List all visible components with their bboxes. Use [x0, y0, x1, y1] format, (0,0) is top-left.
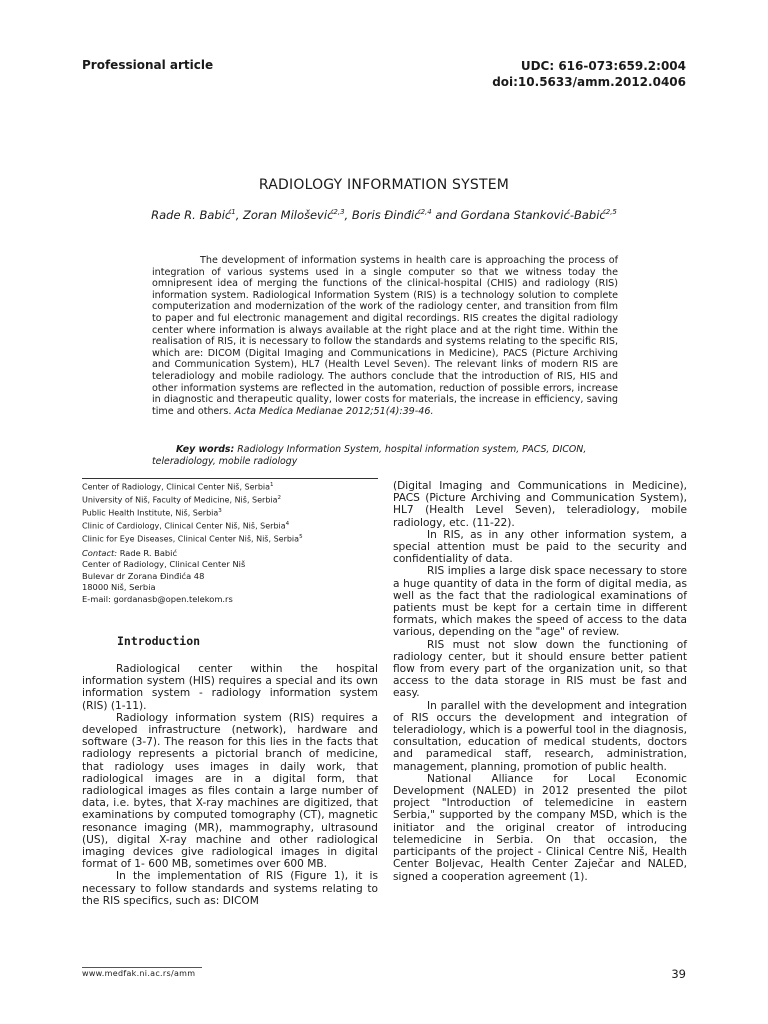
affiliation-mark: 2 [277, 495, 282, 502]
affiliation-text: Center of Radiology, Clinical Center Niš, Serbia [82, 482, 271, 492]
abstract-citation: Acta Medica Medianae 2012;51(4):39-46. [234, 405, 434, 417]
author-affiliation-mark: 2,4 [420, 208, 432, 217]
contact-line: Bulevar dr Zorana Đinđića 48 [82, 570, 205, 581]
udc-code: UDC: 616-073:659.2:004 [520, 59, 686, 73]
body-paragraph: Radiology information system (RIS) requires a developed infrastructure (network), hardware and software (3-7). The reason for this lies in the facts that radiology represents a pictorial branch of medicine, that radiology uses images in daily work, that radiological images are in a digital form, that radiological images as files contain a large number of data, i.e. bytes, that X-ray machines are digitized, that examinations by computed tomography (CT), magnetic resonance imaging (MR), mammography, ultrasound (US), digital X-ray machine and other radiological imaging devices give radiological images in digital format of 1- 600 MB, sometimes over 600 MB. [82, 711, 378, 871]
contact-email: E-mail: gordanasb@open.telekom.rs [82, 593, 233, 604]
body-paragraph: RIS implies a large disk space necessary to store a huge quantity of data in the form of digital media, as well as the fact that the radiological examinations of patients must be kept for a certain time in different formats, which makes the speed of access to the data various, depending on the "age" of review. [393, 565, 687, 639]
affiliation-mark: 3 [218, 508, 222, 515]
affiliation-mark: 1 [270, 482, 274, 488]
contact-block [82, 548, 382, 605]
left-column-text [82, 663, 378, 907]
abstract-body: The development of information systems in health care is approaching the process of integration of various systems used in a single computer so that we witness today the omnipresent idea of merging the functions of the clinical-hospital (CHIS) and radiology (RIS) information system. Radiological Information System (RIS) is a technology solution to complete computerization and modernization of the work of the radiology center, and transition from film to paper and ful electronic management and digital recordings. RIS creates the digital radiology center where information is always available at the right place and at the right time. Within the realisation of RIS, it is necessary to follow the standards and systems relating to the specific RIS, which are: DICOM (Digital Imaging and Communications in Medicine), PACS (Picture Archiving and Communication System), HL7 (Health Level Seven). The relevant links of modern RIS are teleradiology and mobile radiology. The authors conclude that the introduction of RIS, HIS and other information systems are reflected in the automation, reduction of possible errors, increase in diagnostic and therapeutic quality, lower costs for materials, the increase in efficiency, saving time and others. [152, 255, 618, 417]
affiliation-text: Clinic for Eye Diseases, Clinical Center Niš, Niš, Serbia [82, 534, 300, 544]
author-name: Rade R. Babić [151, 208, 232, 222]
affiliation-mark: 4 [285, 521, 290, 528]
contact-line: Center of Radiology, Clinical Center Niš [82, 559, 246, 570]
contact-label: Contact: [82, 548, 118, 558]
body-paragraph: Radiological center within the hospital information system (HIS) requires a special and its own information system - radiology information system (RIS) (1-11). [82, 663, 378, 712]
doi: doi:10.5633/amm.2012.0406 [492, 75, 686, 89]
affiliation-line [82, 519, 382, 532]
body-paragraph: In RIS, as in any other information system, a special attention must be paid to the security and confidentiality of data. [393, 528, 687, 566]
affiliation-text: Public Health Institute, Niš, Serbia [82, 508, 219, 518]
page-number: 39 [671, 967, 686, 981]
contact-name: Rade R. Babić [117, 548, 178, 558]
author-name: , Zoran Milošević [235, 208, 334, 222]
keywords-text: Radiology Information System, hospital information system, PACS, DICON, teleradiology, mobile radiology [152, 444, 587, 467]
article-identifiers [492, 58, 686, 90]
author-list [0, 208, 768, 222]
section-heading-introduction: Introduction [117, 634, 201, 648]
article-type: Professional article [82, 58, 214, 72]
affiliation-text: Clinic of Cardiology, Clinical Center Niš, Niš, Serbia [82, 521, 286, 531]
keywords [152, 444, 632, 468]
author-name: , Boris Đinđić [344, 208, 421, 222]
affiliation-line [82, 493, 382, 506]
affiliation-line [82, 506, 382, 519]
body-paragraph: RIS must not slow down the functioning of radiology center, but it should ensure better patient flow from every part of the organization unit, so that access to the data storage in RIS must be fast and easy. [393, 638, 687, 700]
contact-line: 18000 Niš, Serbia [82, 582, 156, 593]
author-affiliation-mark: 1 [231, 208, 236, 217]
affiliations [82, 480, 382, 545]
body-paragraph: In parallel with the development and integration of RIS occurs the development and integration of teleradiology, which is a powerful tool in the diagnosis, consultation, education of medical students, doctors and paramedical staff, research, administration, management, planning, promotion of public health. [393, 699, 687, 773]
right-column-text [393, 480, 687, 883]
affiliation-text: University of Niš, Faculty of Medicine, Niš, Serbia [82, 495, 278, 505]
affiliation-divider [82, 478, 378, 479]
footer-divider [82, 967, 202, 968]
body-paragraph: National Alliance for Local Economic Development (NALED) in 2012 presented the pilot project "Introduction of telemedicine in eastern Serbia," supported by the company MSD, which is the initiator and the original creator of introducing telemedicine in Serbia. On that occasion, the participants of the project - Clinical Centre Niš, Health Center Boljevac, Health Center Zaječar and NALED, signed a cooperation agreement (1). [393, 772, 687, 883]
body-paragraph: (Digital Imaging and Communications in Medicine), PACS (Picture Archiving and Communication System), HL7 (Health Level Seven), teleradiology, mobile radiology, etc. (11-22). [393, 480, 687, 529]
abstract [152, 255, 618, 417]
affiliation-mark: 5 [299, 534, 303, 541]
affiliation-line [82, 480, 382, 493]
author-affiliation-mark: 2,3 [333, 208, 345, 217]
footer-journal-url[interactable]: www.medfak.ni.ac.rs/amm [82, 969, 196, 978]
body-paragraph: In the implementation of RIS (Figure 1), it is necessary to follow standards and systems relating to the RIS specifics, such as: DICOM [82, 870, 378, 907]
keywords-label: Key words: [176, 444, 235, 455]
affiliation-line [82, 532, 382, 545]
author-affiliation-mark: 2,5 [605, 208, 617, 217]
article-title: RADIOLOGY INFORMATION SYSTEM [258, 177, 510, 193]
author-name: and Gordana Stanković-Babić [431, 208, 606, 222]
